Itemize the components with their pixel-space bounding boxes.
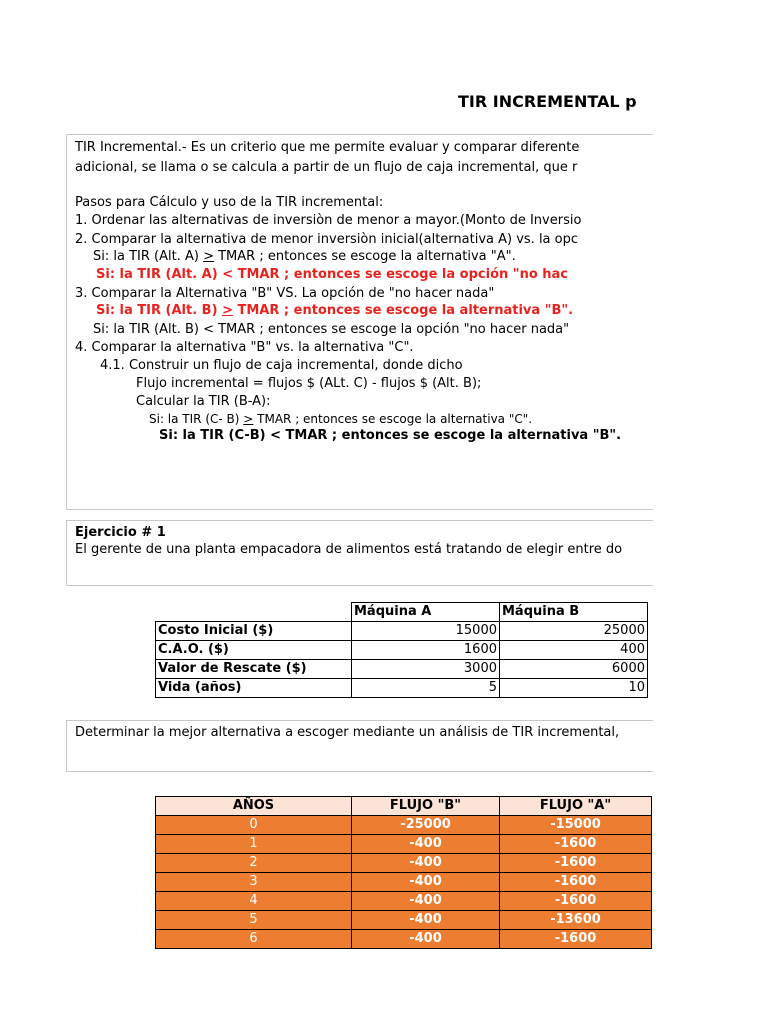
rule-a: Si: la TIR (Alt. A) > TMAR ; entonces se escoge la alternativa "A".	[93, 249, 516, 264]
row-label[interactable]: Costo Inicial ($)	[156, 622, 352, 641]
rule-b: Si: la TIR (Alt. B) < TMAR ; entonces se escoge la opción "no hacer nada"	[93, 322, 570, 337]
task-text: Determinar la mejor alternativa a escoger mediante un análisis de TIR incremental,	[75, 725, 620, 740]
table-row	[156, 660, 648, 679]
cell-ano[interactable]: 0	[156, 816, 352, 835]
cell-flujo-b[interactable]: -400	[352, 930, 500, 949]
page-title: TIR INCREMENTAL p	[458, 92, 637, 111]
step-1: 1. Ordenar las alternativas de inversiòn de menor a mayor.(Monto de Inversio	[75, 213, 582, 228]
exercise-heading: Ejercicio # 1	[75, 525, 166, 540]
cell-flujo-a[interactable]: -13600	[500, 911, 652, 930]
steps-heading: Pasos para Cálculo y uso de la TIR incremental:	[75, 195, 384, 210]
step-4: 4. Comparar la alternativa "B" vs. la alternativa "C".	[75, 340, 414, 355]
cell-ano[interactable]: 1	[156, 835, 352, 854]
step-3: 3. Comparar la Alternativa "B" VS. La opción de "no hacer nada"	[75, 286, 495, 301]
cell-flujo-b[interactable]: -400	[352, 835, 500, 854]
cell-flujo-a[interactable]: -1600	[500, 835, 652, 854]
cell-flujo-b[interactable]: -400	[352, 892, 500, 911]
table-row	[156, 816, 652, 835]
header-flujo-b[interactable]: FLUJO "B"	[352, 797, 500, 816]
exercise-text: El gerente de una planta empacadora de alimentos está tratando de elegir entre do	[75, 542, 623, 557]
header-maquina-b[interactable]: Máquina B	[500, 603, 648, 622]
cell-maquina-a[interactable]: 15000	[352, 622, 500, 641]
rule-c: Si: la TIR (C- B) > TMAR ; entonces se escoge la alternativa "C".	[149, 412, 533, 426]
row-label[interactable]: Vida (años)	[156, 679, 352, 698]
table-row	[156, 930, 652, 949]
cell-flujo-a[interactable]: -1600	[500, 873, 652, 892]
table-row	[156, 892, 652, 911]
cell-flujo-a[interactable]: -1600	[500, 854, 652, 873]
cell-flujo-b[interactable]: -400	[352, 911, 500, 930]
table-row	[156, 911, 652, 930]
row-label[interactable]: Valor de Rescate ($)	[156, 660, 352, 679]
cell-ano[interactable]: 5	[156, 911, 352, 930]
header-maquina-a[interactable]: Máquina A	[352, 603, 500, 622]
cell-flujo-a[interactable]: -1600	[500, 892, 652, 911]
machines-table	[155, 602, 648, 698]
header-anos[interactable]: AÑOS	[156, 797, 352, 816]
header-flujo-a[interactable]: FLUJO "A"	[500, 797, 652, 816]
cell-flujo-a[interactable]: -15000	[500, 816, 652, 835]
rule-cb: Si: la TIR (C-B) < TMAR ; entonces se escoge la alternativa "B".	[159, 428, 622, 443]
table-header-row	[156, 603, 648, 622]
table-row	[156, 641, 648, 660]
table-cell-empty[interactable]	[156, 603, 352, 622]
table-row	[156, 873, 652, 892]
cell-flujo-a[interactable]: -1600	[500, 930, 652, 949]
rule-a-red: Si: la TIR (Alt. A) < TMAR ; entonces se escoge la opción "no hac	[96, 267, 569, 282]
cell-maquina-a[interactable]: 1600	[352, 641, 500, 660]
rule-b-red: Si: la TIR (Alt. B) > TMAR ; entonces se escoge la alternativa "B".	[96, 303, 574, 318]
cell-maquina-b[interactable]: 10	[500, 679, 648, 698]
cell-maquina-b[interactable]: 25000	[500, 622, 648, 641]
cell-flujo-b[interactable]: -400	[352, 854, 500, 873]
table-row	[156, 622, 648, 641]
cell-maquina-b[interactable]: 6000	[500, 660, 648, 679]
intro-line-1: TIR Incremental.- Es un criterio que me permite evaluar y comparar diferente	[75, 140, 580, 155]
table-row	[156, 835, 652, 854]
step-2: 2. Comparar la alternativa de menor inversiòn inicial(alternativa A) vs. la opc	[75, 232, 579, 247]
row-label[interactable]: C.A.O. ($)	[156, 641, 352, 660]
cell-ano[interactable]: 6	[156, 930, 352, 949]
step-4-1: 4.1. Construir un flujo de caja incremental, donde dicho	[100, 358, 463, 373]
cell-ano[interactable]: 4	[156, 892, 352, 911]
incremental-flow-formula: Flujo incremental = flujos $ (ALt. C) - flujos $ (Alt. B);	[136, 376, 482, 391]
cell-ano[interactable]: 3	[156, 873, 352, 892]
cell-flujo-b[interactable]: -25000	[352, 816, 500, 835]
cell-maquina-a[interactable]: 3000	[352, 660, 500, 679]
intro-line-2: adicional, se llama o se calcula a partir de un flujo de caja incremental, que r	[75, 160, 578, 175]
table-row	[156, 679, 648, 698]
cell-ano[interactable]: 2	[156, 854, 352, 873]
table-row	[156, 854, 652, 873]
cell-maquina-a[interactable]: 5	[352, 679, 500, 698]
cell-flujo-b[interactable]: -400	[352, 873, 500, 892]
calc-tir: Calcular la TIR (B-A):	[136, 394, 271, 409]
flows-table	[155, 796, 652, 949]
table-header-row	[156, 797, 652, 816]
cell-maquina-b[interactable]: 400	[500, 641, 648, 660]
